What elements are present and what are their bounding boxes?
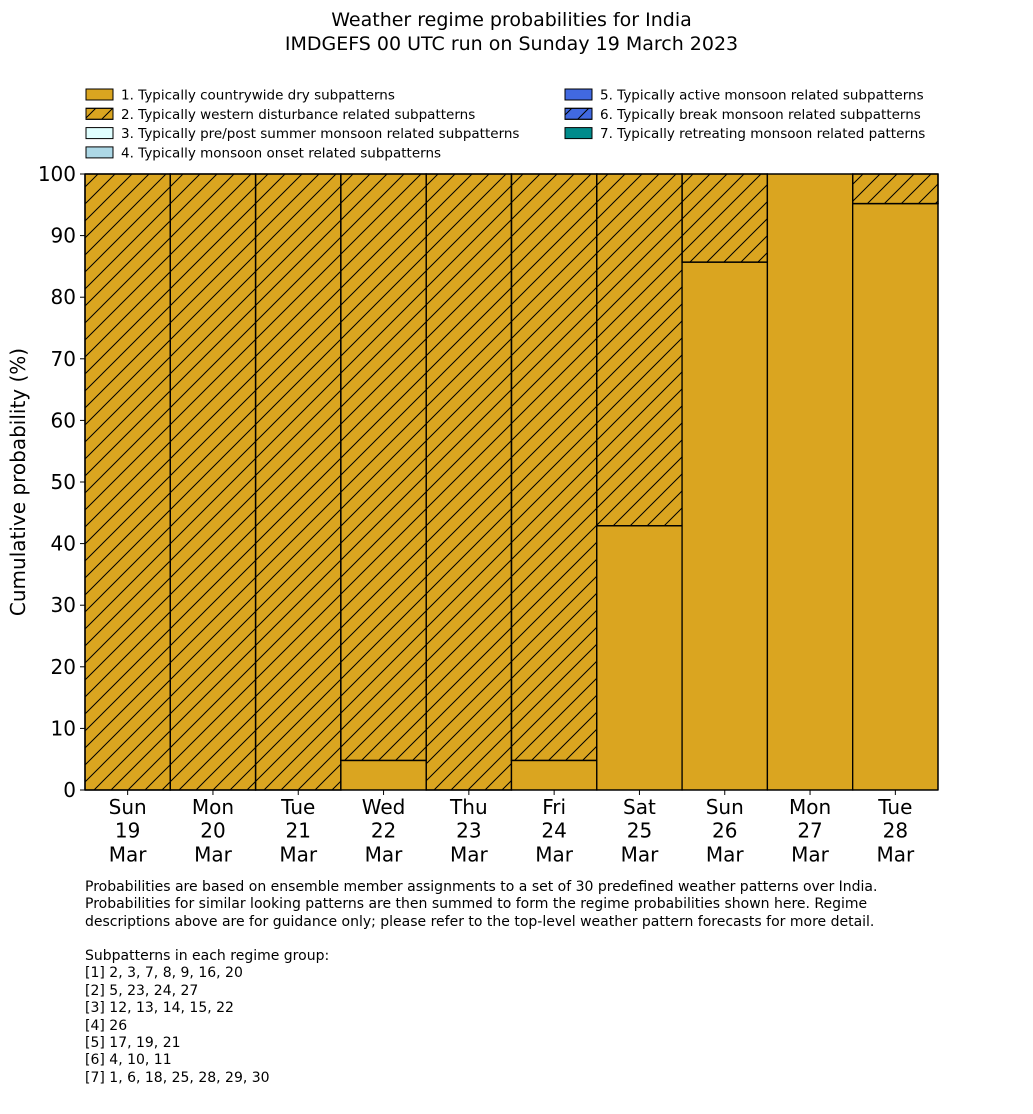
x-tick-label: Mar [108, 842, 147, 867]
description-text [85, 879, 877, 931]
x-tick-label: Fri [542, 795, 567, 819]
chart-subtitle: IMDGEFS 00 UTC run on Sunday 19 March 2023 [284, 33, 739, 55]
bar-segment [597, 526, 682, 790]
x-tick-label: Mar [194, 842, 232, 867]
y-tick-label: 0 [63, 778, 76, 802]
bar-segment [512, 760, 597, 790]
x-tick-label: Mar [449, 842, 488, 867]
x-tick-label: Mon [191, 795, 235, 819]
x-tick-label: 26 [712, 818, 738, 843]
x-tick-label: 25 [626, 818, 653, 843]
bar-segment [341, 760, 426, 790]
y-tick-label: 80 [50, 285, 76, 310]
legend-swatch-hatch [86, 108, 113, 119]
group-line: [4] 26 [85, 1017, 128, 1034]
legend [86, 88, 925, 162]
group-line: [5] 17, 19, 21 [85, 1035, 181, 1052]
x-tick-label: Mar [705, 842, 744, 867]
legend-label: 6. Typically break monsoon related subpatterns [600, 106, 921, 123]
y-tick-label: 20 [50, 654, 76, 679]
legend-swatch [565, 89, 592, 100]
legend-label: 1. Typically countrywide dry subpatterns [121, 87, 395, 104]
legend-swatch [86, 89, 113, 100]
x-tick-label: Sun [108, 795, 147, 819]
y-tick-label: 40 [50, 531, 76, 556]
bar-segment-hatch [512, 174, 597, 760]
bar-segment-hatch [85, 174, 170, 790]
bar-segment-hatch [597, 174, 682, 526]
bar-segment-hatch [426, 174, 511, 790]
bar-segment-hatch [256, 174, 341, 790]
x-tick-label: 24 [541, 818, 567, 843]
x-tick-label: Mar [279, 842, 318, 867]
bar-segment [682, 262, 767, 790]
chart-title: Weather regime probabilities for India [331, 9, 692, 31]
group-line: [7] 1, 6, 18, 25, 28, 29, 30 [85, 1069, 270, 1086]
x-tick-label: 19 [114, 818, 141, 843]
x-tick-label: Tue [281, 795, 316, 819]
x-tick-label: Sun [705, 795, 744, 819]
y-tick-label: 60 [50, 408, 76, 433]
legend-label: 4. Typically monsoon onset related subpatterns [121, 145, 442, 162]
bar-segment-hatch [170, 174, 255, 790]
legend-swatch [565, 128, 592, 139]
bar-segment-hatch [853, 174, 938, 204]
x-tick-label: 22 [370, 818, 397, 843]
x-tick-label: Mon [788, 795, 832, 819]
x-tick-label: 28 [882, 818, 909, 843]
x-tick-label: Mar [364, 842, 403, 867]
x-tick-label: Wed [361, 795, 406, 819]
legend-swatch-hatch [565, 108, 592, 119]
bar-segment-hatch [682, 174, 767, 262]
bar-segment [767, 174, 852, 790]
y-tick-label: 50 [50, 470, 76, 494]
y-tick-label: 100 [37, 162, 76, 186]
y-tick-label: 70 [50, 346, 76, 371]
y-axis-label: Cumulative probability (%) [6, 347, 30, 617]
x-tick-label: 20 [200, 818, 226, 843]
group-line: [1] 2, 3, 7, 8, 9, 16, 20 [85, 965, 243, 982]
bar-segment [853, 204, 938, 790]
bar-segment-hatch [341, 174, 426, 760]
x-tick-label: Mar [620, 842, 659, 867]
legend-label: 2. Typically western disturbance related subpatterns [121, 106, 476, 123]
bars [85, 174, 938, 790]
legend-label: 5. Typically active monsoon related subpatterns [600, 87, 924, 104]
y-tick-label: 30 [50, 593, 76, 618]
legend-swatch [86, 147, 113, 158]
description-line: descriptions above are for guidance only; please refer to the top-level weather pattern forecasts for more detail. [85, 913, 875, 930]
group-line: [2] 5, 23, 24, 27 [85, 982, 199, 999]
x-tick-label: 23 [456, 818, 482, 843]
group-line: [3] 12, 13, 14, 15, 22 [85, 1000, 234, 1017]
x-tick-label: Mar [535, 842, 574, 867]
legend-swatch [86, 128, 113, 139]
x-tick-label: Tue [878, 795, 913, 819]
x-tick-label: 21 [285, 818, 311, 843]
y-tick-label: 90 [50, 223, 76, 248]
groups-heading: Subpatterns in each regime group: [85, 948, 330, 964]
x-tick-label: Thu [450, 795, 488, 819]
x-tick-label: Mar [876, 842, 915, 867]
x-tick-label: Mar [791, 842, 829, 867]
x-tick-label: Sat [623, 795, 656, 819]
regime-groups-text [85, 948, 329, 1087]
legend-label: 3. Typically pre/post summer monsoon related subpatterns [121, 126, 520, 143]
description-line: Probabilities are based on ensemble member assignments to a set of 30 predefined weather patterns over India. [85, 879, 878, 895]
group-line: [6] 4, 10, 11 [85, 1052, 172, 1069]
description-line: Probabilities for similar looking patterns are then summed to form the regime probabilities shown here. Regime [85, 896, 868, 913]
x-tick-label: 27 [797, 818, 823, 843]
y-tick-label: 10 [50, 716, 76, 741]
legend-label: 7. Typically retreating monsoon related patterns [600, 126, 926, 143]
